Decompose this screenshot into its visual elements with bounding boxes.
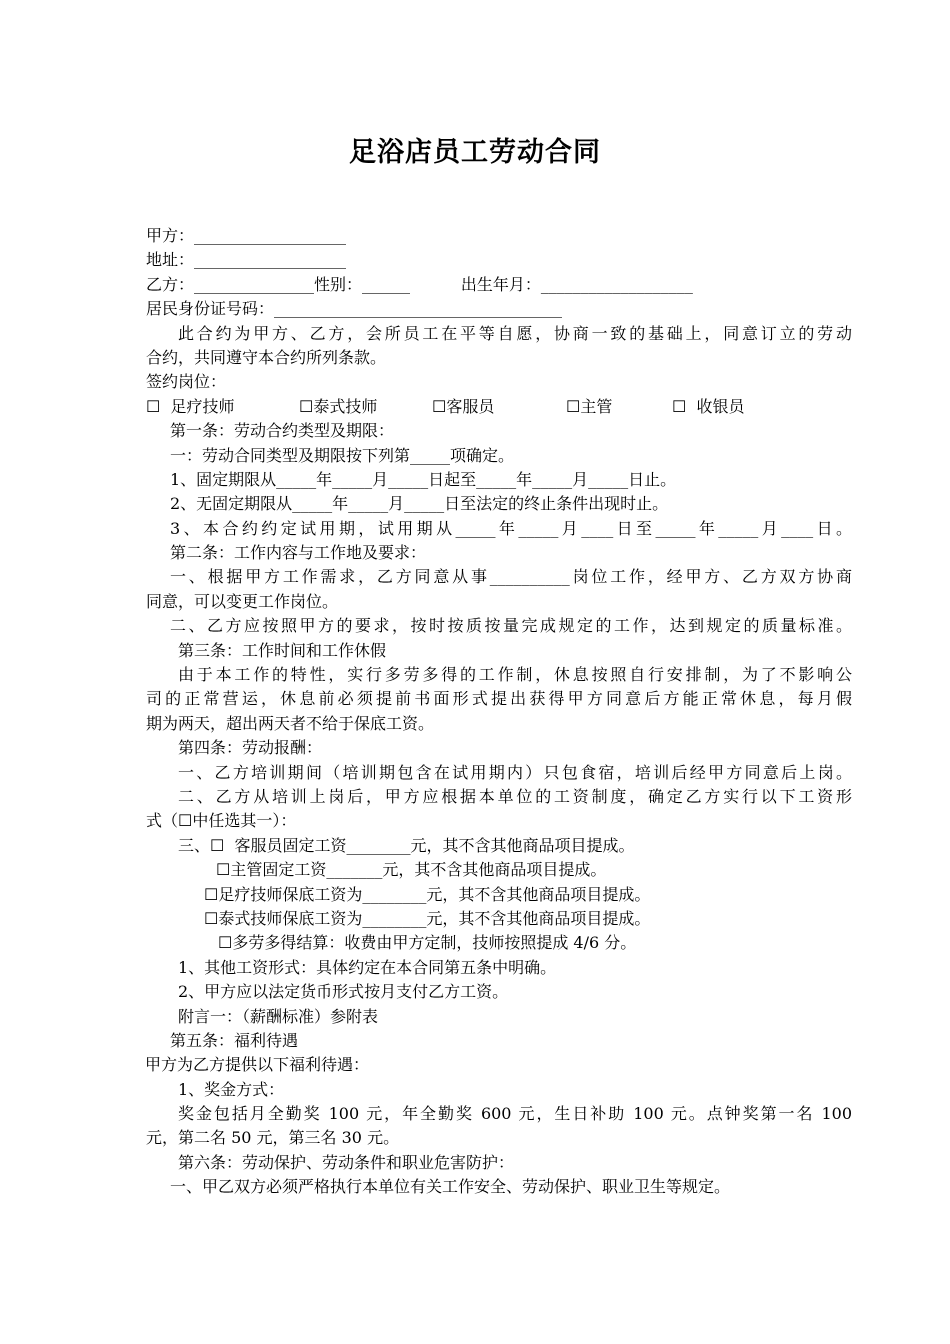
article-3-line-3: 期为两天，超出两天者不给于保底工资。 <box>146 713 435 733</box>
article-4-appendix: 附言一：（薪酬标准）参附表 <box>178 1006 379 1026</box>
article-4-line-1: 一、乙方培训期间（培训期包含在试用期内）只包食宿，培训后经甲方同意后上岗。 <box>178 762 852 782</box>
wage-option-supervisor: ☐主管固定工资_______元，其不含其他商品项目提成。 <box>216 860 607 880</box>
wage-option-foot-therapist: ☐足疗技师保底工资为________元，其不含其他商品项目提成。 <box>204 884 651 904</box>
position-option-thai-therapist: ☐泰式技师 <box>299 396 378 416</box>
contract-body <box>146 224 852 1200</box>
article-3-line-2: 司的正常营运，休息前必须提前书面形式提出获得甲方同意后方能正常休息，每月假 <box>146 689 852 709</box>
article-5-line-1: 甲方为乙方提供以下福利待遇： <box>145 1055 370 1075</box>
article-2-line-1b: 同意，可以变更工作岗位。 <box>146 591 339 611</box>
party-a-field: 甲方：___________________ <box>146 226 347 245</box>
position-option-customer-service: ☐客服员 <box>432 396 495 416</box>
article-2-heading: 第二条：工作内容与工作地及要求： <box>170 543 427 563</box>
article-1-line-3: 2、无固定期限从_____年_____月_____日至法定的终止条件出现时止。 <box>170 494 669 514</box>
article-6-heading: 第六条：劳动保护、劳动条件和职业危害防护： <box>178 1152 515 1172</box>
article-1-heading: 第一条：劳动合约类型及期限： <box>170 421 395 441</box>
intro-line-1: 此合约为甲方、乙方，会所员工在平等自愿，协商一致的基础上，同意订立的劳动 <box>178 323 852 343</box>
article-1-line-4: 3、本合约约定试用期，试用期从_____年_____月____日至_____年_____月____日。 <box>170 518 852 538</box>
position-option-supervisor: ☐主管 <box>566 396 613 416</box>
article-2-line-1a: 一、根据甲方工作需求，乙方同意从事__________岗位工作，经甲方、乙方双方协商 <box>170 567 852 587</box>
article-3-heading: 第三条：工作时间和工作休假 <box>178 640 387 660</box>
party-b-field: 乙方：_______________性别：______ 出生年月：___________________ <box>146 274 693 294</box>
position-options <box>146 395 852 419</box>
article-1-line-2: 1、固定期限从_____年_____月_____日起至_____年_____月_____日止。 <box>170 469 677 489</box>
wage-option-thai-therapist: ☐泰式技师保底工资为________元，其不含其他商品项目提成。 <box>204 908 651 928</box>
article-6-line-1: 一、甲乙双方必须严格执行本单位有关工作安全、劳动保护、职业卫生等规定。 <box>170 1177 731 1197</box>
article-2-line-2: 二、乙方应按照甲方的要求，按时按质按量完成规定的工作，达到规定的质量标准。 <box>170 616 852 636</box>
article-4-heading: 第四条：劳动报酬： <box>178 738 323 758</box>
document-title: 足浴店员工劳动合同 <box>349 137 601 168</box>
article-4-point-1: 1、其他工资形式：具体约定在本合同第五条中明确。 <box>178 957 557 977</box>
article-4-line-2a: 二、乙方从培训上岗后，甲方应根据本单位的工资制度，确定乙方实行以下工资形 <box>178 786 852 806</box>
article-4-point-2: 2、甲方应以法定货币形式按月支付乙方工资。 <box>178 982 509 1002</box>
article-4-line-2b: 式（☐中任选其一）： <box>146 811 297 831</box>
article-5-line-3a: 奖金包括月全勤奖 100 元，年全勤奖 600 元，生日补助 100 元。点钟奖第一名 100 <box>178 1104 852 1124</box>
article-5-heading: 第五条：福利待遇 <box>170 1030 299 1050</box>
address-field: 地址：___________________ <box>146 250 347 270</box>
wage-option-customer-service: 三、☐ 客服员固定工资________元，其不含其他商品项目提成。 <box>178 835 635 855</box>
article-5-line-3b: 元，第二名 50 元，第三名 30 元。 <box>146 1128 400 1148</box>
id-number-field: 居民身份证号码：____________________________________ <box>146 299 563 319</box>
intro-line-2: 合约，共同遵守本合约所列条款。 <box>146 347 387 367</box>
article-5-line-2: 1、奖金方式： <box>178 1079 285 1099</box>
position-option-foot-therapist: ☐ 足疗技师 <box>146 396 235 416</box>
article-1-line-1: 一：劳动合同类型及期限按下列第_____项确定。 <box>170 445 515 465</box>
wage-option-commission: ☐多劳多得结算：收费由甲方定制，技师按照提成 4/6 分。 <box>218 933 637 953</box>
article-3-line-1: 由于本工作的特性，实行多劳多得的工作制，休息按照自行安排制，为了不影响公 <box>178 665 852 685</box>
position-option-cashier: ☐ 收银员 <box>672 396 745 416</box>
positions-label: 签约岗位： <box>146 372 227 392</box>
